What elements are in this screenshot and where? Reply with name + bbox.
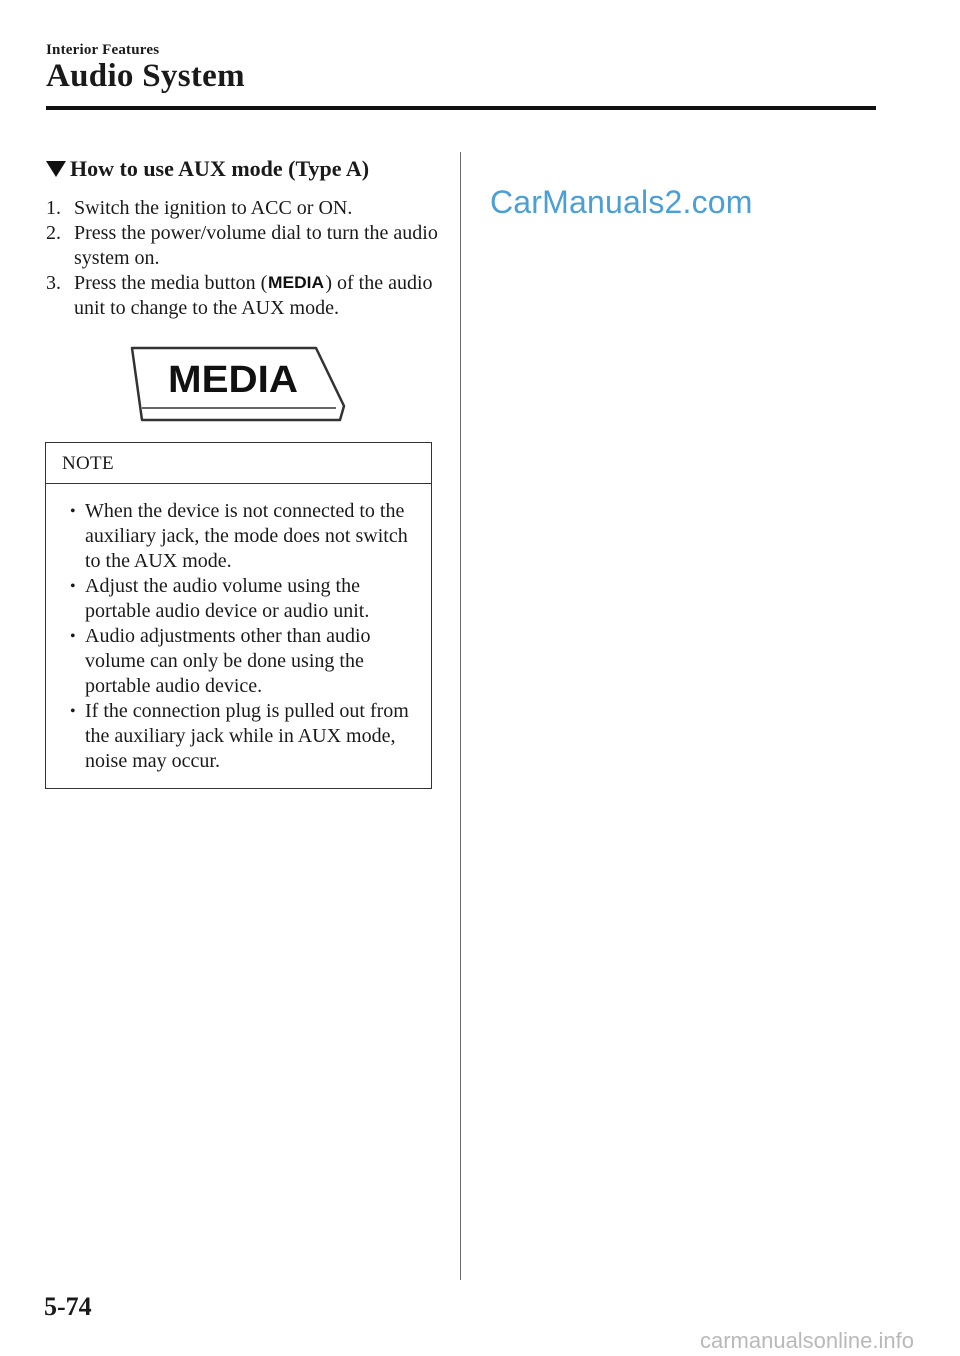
header-rule (46, 106, 876, 110)
step-text-after: ) of the audio unit to change to the AUX mode. (74, 272, 433, 319)
subheading (46, 156, 369, 182)
chapter-title: Audio System (46, 58, 245, 94)
list-item (46, 271, 446, 321)
list-item (46, 221, 446, 271)
note-text: Audio adjustments other than audio volume can only be done using the portable audio device. (85, 625, 371, 697)
step-text: Switch the ignition to ACC or ON. (74, 197, 353, 219)
column-divider (460, 152, 461, 1280)
note-title: NOTE (46, 443, 431, 484)
step-number: 3. (46, 272, 61, 294)
list-item (62, 499, 424, 574)
media-button-figure (128, 344, 348, 426)
list-item (46, 196, 446, 221)
section-label: Interior Features (46, 42, 160, 58)
media-inline-label: MEDIA (268, 273, 325, 290)
bullet: • (70, 578, 76, 595)
bullet: • (70, 503, 76, 520)
bullet: • (70, 628, 76, 645)
step-number: 2. (46, 222, 61, 244)
step-text: Press the power/volume dial to turn the audio system on. (74, 222, 438, 269)
page-number: 5-74 (44, 1292, 92, 1321)
note-text: When the device is not connected to the auxiliary jack, the mode does not switch to the AUX mode. (85, 500, 408, 572)
media-button-icon (267, 273, 325, 290)
note-box (45, 442, 432, 789)
triangle-down-icon (46, 161, 66, 177)
footer-watermark: carmanualsonline.info (699, 1328, 914, 1353)
step-number: 1. (46, 197, 61, 219)
media-button-label: MEDIA (168, 359, 298, 401)
bullet: • (70, 703, 76, 720)
list-item (62, 574, 424, 624)
step-text-before: Press the media button ( (74, 272, 268, 294)
note-text: Adjust the audio volume using the portable audio device or audio unit. (85, 575, 370, 622)
note-text: If the connection plug is pulled out from the auxiliary jack while in AUX mode, noise may occur. (85, 700, 409, 772)
steps-list (46, 196, 446, 321)
note-list (62, 499, 424, 774)
watermark-link[interactable]: CarManuals2.com (490, 184, 753, 220)
list-item (62, 699, 424, 774)
list-item (62, 624, 424, 699)
subheading-text: How to use AUX mode (Type A) (70, 156, 370, 181)
